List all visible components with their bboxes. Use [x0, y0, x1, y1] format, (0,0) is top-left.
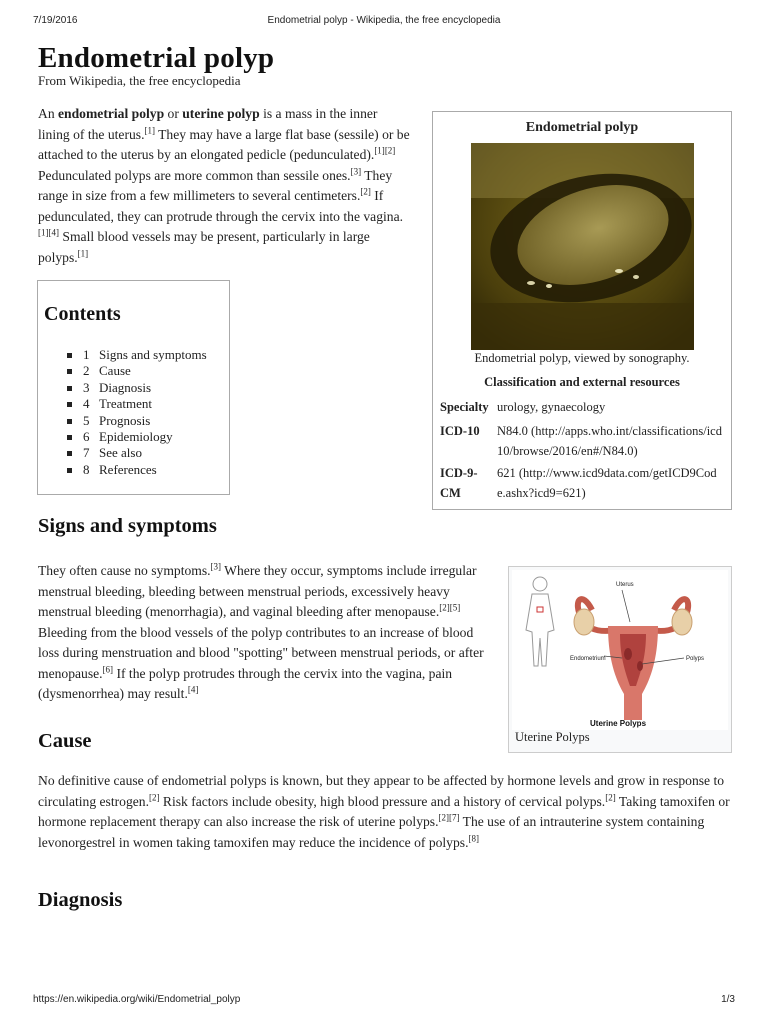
- article-title: Endometrial polyp: [38, 42, 275, 74]
- icd9-label: ICD-9-CM: [440, 466, 478, 500]
- citation-link[interactable]: [2]: [438, 812, 449, 823]
- toc-item[interactable]: 8 References: [67, 462, 207, 478]
- print-doc-title: Endometrial polyp - Wikipedia, the free encyclopedia: [267, 15, 501, 26]
- citation-link[interactable]: [4]: [187, 684, 199, 695]
- citation-link[interactable]: [2]: [439, 602, 450, 613]
- page-number: 1/3: [721, 994, 735, 1005]
- citation-link[interactable]: [3]: [210, 561, 222, 572]
- icd10-link[interactable]: N84.0 (http://apps.who.int/classifications/icd10/browse/2016/en#/N84.0): [497, 424, 722, 458]
- citation-link[interactable]: [2]: [148, 791, 160, 802]
- cause-paragraph: No definitive cause of endometrial polyps is known, but they appear to be affected by hormone levels and grow in response to circulating estrogen.[2] Risk factors include obesity, high blood pressure and a history of cervical polyps.[2] Taking tamoxifen or hormone replacement therapy can also increase the risk of uterine polyps.[2][7] The use of an intrauterine system containing levonorgestrel in women taking tamoxifen may reduce the incidence of polyps.[8]: [38, 773, 730, 850]
- toc-item[interactable]: 3 Diagnosis: [67, 380, 207, 396]
- toc-link[interactable]: Treatment: [99, 396, 152, 412]
- icd9-link[interactable]: 621 (http://www.icd9data.com/getICD9Code.ashx?icd9=621): [497, 466, 717, 500]
- citation-link[interactable]: [1]: [144, 124, 155, 135]
- citation-link[interactable]: [1]: [38, 227, 49, 238]
- toc-item[interactable]: 4 Treatment: [67, 396, 207, 412]
- citation-link[interactable]: [3]: [350, 165, 362, 176]
- specialty-label: Specialty: [440, 400, 489, 414]
- toc-link[interactable]: Prognosis: [99, 412, 151, 428]
- toc-item[interactable]: 2 Cause: [67, 363, 207, 379]
- uterus-label: Uterus: [616, 582, 634, 588]
- citation-link[interactable]: [5]: [449, 602, 461, 613]
- section-heading-cause: Cause: [38, 730, 92, 752]
- bold-term: uterine polyp: [182, 106, 260, 121]
- citation-link[interactable]: [8]: [468, 832, 479, 843]
- infobox: [432, 111, 732, 510]
- print-footer: [33, 994, 735, 1008]
- citation-link[interactable]: [4]: [48, 227, 59, 238]
- endometrium-label: Endometrium: [570, 656, 606, 662]
- specialty-value[interactable]: urology, gynaecology: [497, 400, 606, 414]
- uterine-polyps-illustration[interactable]: [512, 570, 728, 730]
- citation-link[interactable]: [2]: [605, 791, 616, 802]
- citation-link[interactable]: [6]: [102, 663, 114, 674]
- infobox-image-caption: Endometrial polyp, viewed by sonography.: [474, 351, 690, 365]
- toc-link[interactable]: See also: [99, 445, 142, 461]
- bold-term: endometrial polyp: [58, 106, 165, 121]
- citation-link[interactable]: [2]: [360, 186, 371, 197]
- toc-link[interactable]: References: [99, 461, 157, 477]
- uterine-polyps-thumbnail: [508, 566, 732, 753]
- citation-link[interactable]: [7]: [449, 812, 460, 823]
- illustration-title: Uterine Polyps: [590, 719, 647, 728]
- toc-link[interactable]: Cause: [99, 363, 131, 379]
- citation-link[interactable]: [2]: [384, 145, 396, 156]
- print-url: https://en.wikipedia.org/wiki/Endometrial_polyp: [33, 994, 241, 1005]
- toc-item[interactable]: 5 Prognosis: [67, 413, 207, 429]
- intro-paragraph: An endometrial polyp or uterine polyp is a mass in the inner lining of the uterus.[1] They may have a large flat base (sessile) or be attached to the uterus by an elongated pedicle (pedunculated).[1][2] Pedunculated polyps are more common than sessile ones.[3] They range in size from a few millimeters to several centimeters.[2] If pedunculated, they can protrude through the cervix into the vagina.[1][4] Small blood vessels may be present, particularly in large polyps.[1]: [38, 106, 410, 265]
- icd10-label: ICD-10: [440, 424, 480, 438]
- sonography-image[interactable]: [471, 143, 694, 350]
- toc-item[interactable]: 7 See also: [67, 445, 207, 461]
- thumbnail-caption: Uterine Polyps: [515, 730, 590, 744]
- citation-link[interactable]: [1]: [374, 145, 385, 156]
- toc-item[interactable]: 1 Signs and symptoms: [67, 347, 207, 363]
- table-of-contents: [37, 280, 230, 495]
- section-heading-diagnosis: Diagnosis: [38, 889, 123, 911]
- print-date: 7/19/2016: [33, 15, 78, 26]
- citation-link[interactable]: [1]: [77, 247, 89, 258]
- print-header: [33, 15, 735, 29]
- toc-heading: Contents: [44, 303, 121, 325]
- toc-link[interactable]: Signs and symptoms: [99, 347, 207, 362]
- toc-link[interactable]: Epidemiology: [99, 429, 173, 445]
- signs-paragraph: They often cause no symptoms.[3] Where they occur, symptoms include irregular menstrual bleeding, bleeding between menstrual periods, excessively heavy menstrual bleeding (menorrhagia), and vaginal bleeding after menopause.[2][5] Bleeding from the blood vessels of the polyp contributes to an increase of blood loss during menstruation and blood "spotting" between menstrual periods, or after menopause.[6] If the polyp protrudes through the cervix into the vagina, pain (dysmenorrhea) may result.[4]: [38, 561, 484, 701]
- toc-item[interactable]: 6 Epidemiology: [67, 429, 207, 445]
- classification-heading: Classification and external resources: [484, 375, 680, 389]
- body-silhouette: [526, 577, 554, 666]
- toc-list: [67, 347, 207, 478]
- toc-link[interactable]: Diagnosis: [99, 379, 151, 395]
- section-heading-signs: Signs and symptoms: [38, 515, 217, 537]
- infobox-title: Endometrial polyp: [525, 120, 639, 135]
- polyps-label: Polyps: [686, 656, 705, 662]
- article-source-line: From Wikipedia, the free encyclopedia: [38, 73, 241, 88]
